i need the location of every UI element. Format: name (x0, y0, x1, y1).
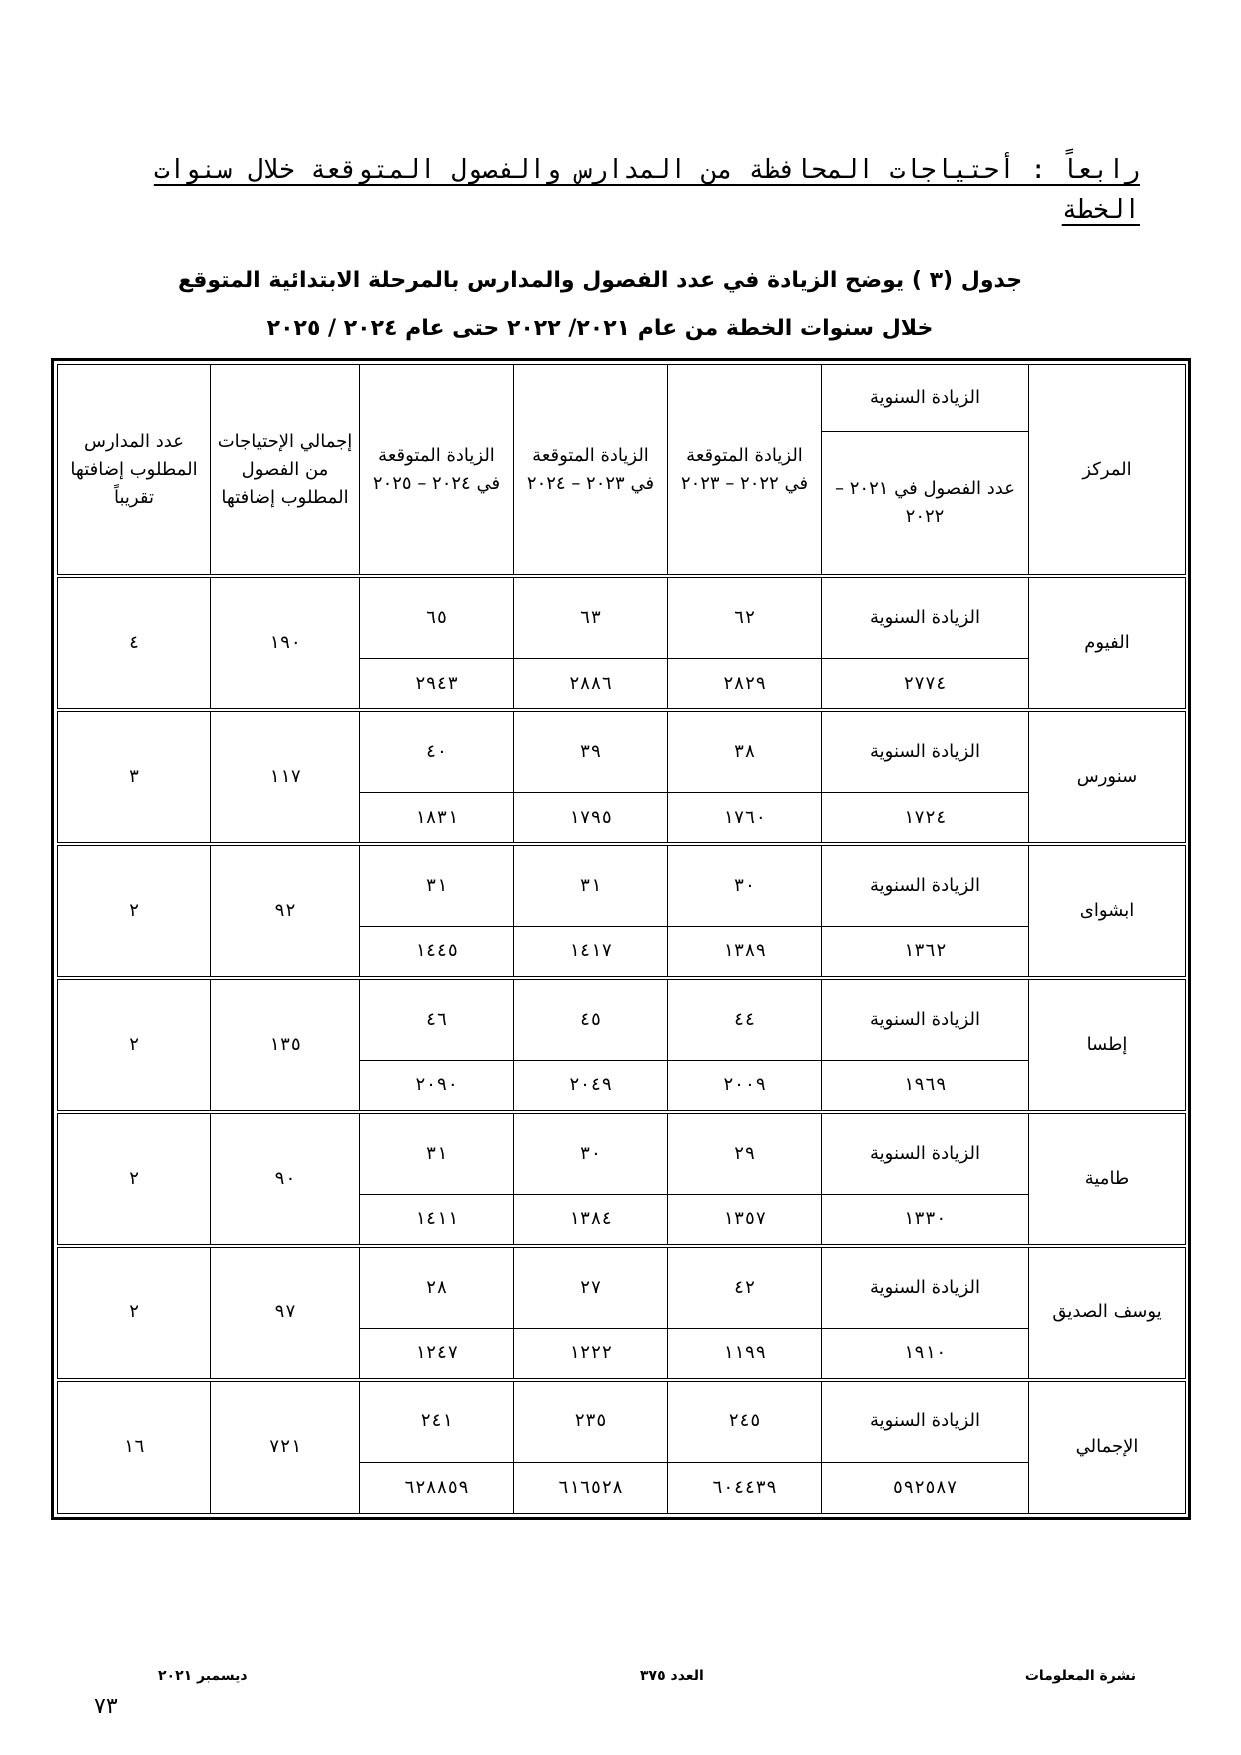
footer-issue: العدد ٣٧٥ (640, 1668, 704, 1684)
table-row (58, 978, 1186, 1061)
classes-count-2021: ١٧٢٤ (822, 793, 1029, 844)
classes-count-2021: ١٣٦٢ (822, 927, 1029, 978)
center-name: ابشواى (1029, 844, 1186, 978)
classes-2023: ١٤١٧ (514, 927, 668, 978)
increase-2024: ٢٤١ (360, 1380, 514, 1463)
header-expected-2024: الزيادة المتوقعة في ٢٠٢٤ – ٢٠٢٥ (360, 365, 514, 577)
annual-increase-label: الزيادة السنوية (822, 1246, 1029, 1329)
total-classes-needed: ١٩٠ (211, 576, 360, 710)
classes-count-2021: ١٣٣٠ (822, 1194, 1029, 1245)
increase-2024: ٣١ (360, 1112, 514, 1195)
header-annual-increase: الزيادة السنوية (822, 365, 1029, 432)
table-caption-line-2: خلال سنوات الخطة من عام ٢٠٢١/ ٢٠٢٢ حتى عام ٢٠٢٤ / ٢٠٢٥ (266, 316, 934, 341)
classes-2024: ٢٩٤٣ (360, 659, 514, 710)
classes-2024: ١٨٣١ (360, 793, 514, 844)
total-classes-needed: ١٣٥ (211, 978, 360, 1112)
table-row (58, 844, 1186, 927)
schools-needed: ١٦ (58, 1380, 211, 1514)
increase-2022: ٤٢ (668, 1246, 822, 1329)
classes-count-2021: ١٩١٠ (822, 1328, 1029, 1379)
center-name: إطسا (1029, 978, 1186, 1112)
table-row (58, 1380, 1186, 1463)
center-name: سنورس (1029, 710, 1186, 844)
classes-2023: ١٢٢٢ (514, 1328, 668, 1379)
classes-2023: ١٧٩٥ (514, 793, 668, 844)
annual-increase-label: الزيادة السنوية (822, 576, 1029, 659)
schools-needed: ٢ (58, 978, 211, 1112)
classes-2022: ٦٠٤٤٣٩ (668, 1462, 822, 1513)
total-classes-needed: ٧٢١ (211, 1380, 360, 1514)
increase-2023: ٢٣٥ (514, 1380, 668, 1463)
classes-2022: ١٣٥٧ (668, 1194, 822, 1245)
annual-increase-label: الزيادة السنوية (822, 710, 1029, 793)
classes-2022: ١٣٨٩ (668, 927, 822, 978)
schools-needed: ٤ (58, 576, 211, 710)
annual-increase-label: الزيادة السنوية (822, 844, 1029, 927)
classes-count-2021: ١٩٦٩ (822, 1061, 1029, 1112)
table-row (58, 1112, 1186, 1195)
increase-2023: ٣٩ (514, 710, 668, 793)
classes-2022: ١١٩٩ (668, 1328, 822, 1379)
classes-2023: ١٣٨٤ (514, 1194, 668, 1245)
total-classes-needed: ٩٧ (211, 1246, 360, 1380)
classes-2023: ٢٠٤٩ (514, 1061, 668, 1112)
increase-2024: ٦٥ (360, 576, 514, 659)
classes-2023: ٢٨٨٦ (514, 659, 668, 710)
classes-2022: ٢٠٠٩ (668, 1061, 822, 1112)
increase-2023: ٢٧ (514, 1246, 668, 1329)
increase-2022: ٦٢ (668, 576, 822, 659)
header-row (58, 365, 1186, 432)
increase-2022: ٤٤ (668, 978, 822, 1061)
total-classes-needed: ٩٠ (211, 1112, 360, 1246)
center-name: طامية (1029, 1112, 1186, 1246)
annual-increase-label: الزيادة السنوية (822, 1380, 1029, 1463)
increase-2023: ٤٥ (514, 978, 668, 1061)
classes-2023: ٦١٦٥٢٨ (514, 1462, 668, 1513)
header-classes-count: عدد الفصول في ٢٠٢١ – ٢٠٢٢ (822, 431, 1029, 576)
footer-date: ديسمبر ٢٠٢١ (158, 1668, 248, 1684)
increase-2024: ٤٠ (360, 710, 514, 793)
total-classes-needed: ٩٢ (211, 844, 360, 978)
classes-2024: ٦٢٨٨٥٩ (360, 1462, 514, 1513)
page-number: ٧٣ (94, 1694, 118, 1719)
header-expected-2023: الزيادة المتوقعة في ٢٠٢٣ – ٢٠٢٤ (514, 365, 668, 577)
center-name: يوسف الصديق (1029, 1246, 1186, 1380)
classes-2024: ١٤٤٥ (360, 927, 514, 978)
classes-2024: ١٤١١ (360, 1194, 514, 1245)
increase-2022: ٢٩ (668, 1112, 822, 1195)
increase-2024: ٢٨ (360, 1246, 514, 1329)
schools-needed: ٣ (58, 710, 211, 844)
increase-2024: ٤٦ (360, 978, 514, 1061)
schools-needed: ٢ (58, 1246, 211, 1380)
increase-2023: ٣٠ (514, 1112, 668, 1195)
data-table (57, 364, 1186, 1514)
footer-publication: نشرة المعلومات (1024, 1668, 1136, 1684)
total-classes-needed: ١١٧ (211, 710, 360, 844)
increase-2023: ٣١ (514, 844, 668, 927)
increase-2024: ٣١ (360, 844, 514, 927)
increase-2023: ٦٣ (514, 576, 668, 659)
classes-2022: ١٧٦٠ (668, 793, 822, 844)
center-name: الإجمالي (1029, 1380, 1186, 1514)
classes-2024: ١٢٤٧ (360, 1328, 514, 1379)
classes-count-2021: ٢٧٧٤ (822, 659, 1029, 710)
schools-needed: ٢ (58, 1112, 211, 1246)
table-row (58, 1246, 1186, 1329)
annual-increase-label: الزيادة السنوية (822, 978, 1029, 1061)
header-center: المركز (1029, 365, 1186, 577)
center-name: الفيوم (1029, 576, 1186, 710)
classes-2024: ٢٠٩٠ (360, 1061, 514, 1112)
table-row (58, 576, 1186, 659)
classes-count-2021: ٥٩٢٥٨٧ (822, 1462, 1029, 1513)
header-total-needs: إجمالي الإحتياجات من الفصول المطلوب إضافتها (211, 365, 360, 577)
classes-2022: ٢٨٢٩ (668, 659, 822, 710)
increase-2022: ٣٠ (668, 844, 822, 927)
table-body (58, 365, 1186, 1514)
schools-needed: ٢ (58, 844, 211, 978)
increase-2022: ٢٤٥ (668, 1380, 822, 1463)
table-row (58, 710, 1186, 793)
increase-2022: ٣٨ (668, 710, 822, 793)
header-schools-needed: عدد المدارس المطلوب إضافتها تقريباً (58, 365, 211, 577)
header-expected-2022: الزيادة المتوقعة في ٢٠٢٢ – ٢٠٢٣ (668, 365, 822, 577)
section-heading: رابعاً : أحتياجات المحافظة من المدارس والفصول المتوقعة خلال سنوات الخطة (153, 155, 1140, 225)
annual-increase-label: الزيادة السنوية (822, 1112, 1029, 1195)
table-caption-line-1: جدول (٣ ) يوضح الزيادة في عدد الفصول والمدارس بالمرحلة الابتدائية المتوقع (177, 268, 1023, 293)
